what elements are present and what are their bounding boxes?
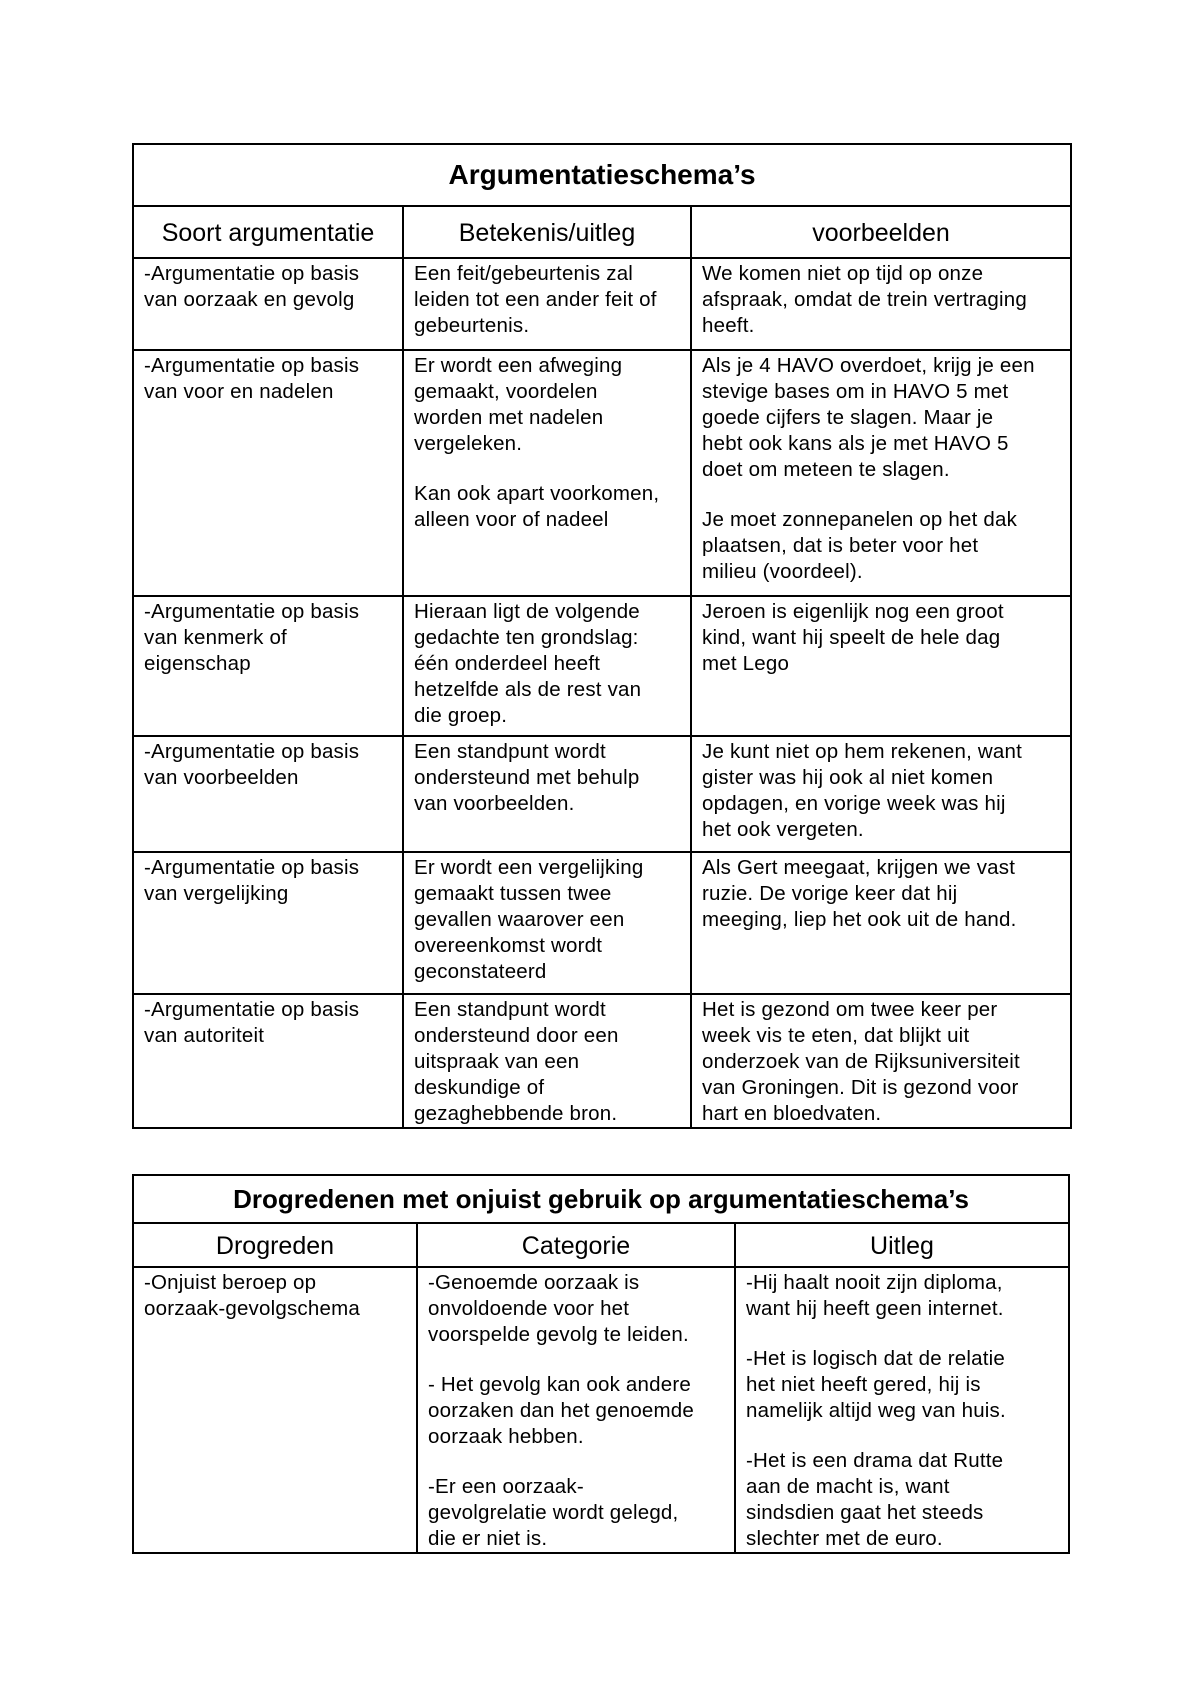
uitleg-cell (735, 1267, 1069, 1553)
uitleg-text: Een feit/gebeurtenis zal leiden tot een ander feit of gebeurtenis. (414, 262, 657, 337)
categorie-text: -Genoemde oorzaak is onvoldoende voor het voorspelde gevolg te leiden. (428, 1271, 689, 1346)
voorbeelden-cell (691, 852, 1071, 994)
soort-text: -Argumentatie op basis van kenmerk of eigenschap (144, 600, 360, 675)
table-row (133, 852, 1071, 994)
soort-text: -Argumentatie op basis van voorbeelden (144, 740, 360, 789)
soort-cell (133, 596, 403, 736)
column-header-uitleg: Uitleg (735, 1223, 1069, 1267)
categorie-text: - Het gevolg kan ook andere oorzaken dan het genoemde oorzaak hebben. (428, 1373, 695, 1448)
uitleg-text: Hieraan ligt de volgende gedachte ten grondslag: één onderdeel heeft hetzelfde als de rest van die groep. (414, 600, 642, 727)
voorbeeld-text: Het is gezond om twee keer per week vis te eten, dat blijkt uit onderzoek van de Rijksuniversiteit van Groningen. Dit is gezond voor hart en bloedvaten. (702, 998, 1020, 1125)
column-header-voorbeelden: voorbeelden (691, 206, 1071, 258)
uitleg-text: -Het is logisch dat de relatie het niet heeft gered, hij is namelijk altijd weg van huis. (746, 1347, 1006, 1422)
table-title: Argumentatieschema’s (133, 144, 1071, 206)
voorbeelden-cell (691, 350, 1071, 596)
soort-cell (133, 736, 403, 852)
voorbeelden-cell (691, 736, 1071, 852)
voorbeelden-cell (691, 258, 1071, 350)
table-row (133, 258, 1071, 350)
uitleg-text: -Het is een drama dat Rutte aan de macht is, want sindsdien gaat het steeds slechter met de euro. (746, 1449, 1004, 1550)
column-header-drogreden: Drogreden (133, 1223, 417, 1267)
uitleg-cell (403, 596, 691, 736)
uitleg-text: Er wordt een afweging gemaakt, voordelen worden met nadelen vergeleken. (414, 354, 623, 455)
voorbeeld-text: Als je 4 HAVO overdoet, krijg je een stevige bases om in HAVO 5 met goede cijfers te slagen. Maar je hebt ook kans als je met HAVO 5 doet om meteen te slagen. (702, 354, 1035, 481)
voorbeelden-cell (691, 994, 1071, 1128)
column-header-categorie: Categorie (417, 1223, 735, 1267)
voorbeelden-cell (691, 596, 1071, 736)
drogreden-text: -Onjuist beroep op oorzaak-gevolgschema (144, 1271, 360, 1320)
soort-cell (133, 258, 403, 350)
argumentatieschemas-table (132, 143, 1072, 1129)
soort-cell (133, 994, 403, 1128)
soort-text: -Argumentatie op basis van oorzaak en gevolg (144, 262, 360, 311)
drogreden-cell (133, 1267, 417, 1553)
voorbeeld-text: Als Gert meegaat, krijgen we vast ruzie. De vorige keer dat hij meeging, liep het ook uit de hand. (702, 856, 1017, 931)
soort-text: -Argumentatie op basis van autoriteit (144, 998, 360, 1047)
uitleg-cell (403, 852, 691, 994)
uitleg-text: Een standpunt wordt ondersteund door een uitspraak van een deskundige of gezaghebbende bron. (414, 998, 619, 1125)
table-row (133, 596, 1071, 736)
table-row (133, 350, 1071, 596)
uitleg-text: -Hij haalt nooit zijn diploma, want hij heeft geen internet. (746, 1271, 1004, 1320)
uitleg-cell (403, 350, 691, 596)
soort-text: -Argumentatie op basis van vergelijking (144, 856, 360, 905)
table-row (133, 1267, 1069, 1553)
table-row (133, 994, 1071, 1128)
uitleg-cell (403, 258, 691, 350)
uitleg-text: Kan ook apart voorkomen, alleen voor of nadeel (414, 482, 660, 531)
uitleg-cell (403, 994, 691, 1128)
voorbeeld-text: Jeroen is eigenlijk nog een groot kind, want hij speelt de hele dag met Lego (702, 600, 1004, 675)
voorbeeld-text: Je kunt niet op hem rekenen, want gister was hij ook al niet komen opdagen, en vorige week was hij het ook vergeten. (702, 740, 1022, 841)
categorie-cell (417, 1267, 735, 1553)
drogredenen-table (132, 1174, 1070, 1554)
column-header-soort: Soort argumentatie (133, 206, 403, 258)
uitleg-text: Een standpunt wordt ondersteund met behulp van voorbeelden. (414, 740, 640, 815)
column-header-betekenis: Betekenis/uitleg (403, 206, 691, 258)
voorbeeld-text: We komen niet op tijd op onze afspraak, omdat de trein vertraging heeft. (702, 262, 1027, 337)
soort-cell (133, 852, 403, 994)
uitleg-text: Er wordt een vergelijking gemaakt tussen twee gevallen waarover een overeenkomst wordt geconstateerd (414, 856, 644, 983)
soort-text: -Argumentatie op basis van voor en nadelen (144, 354, 360, 403)
categorie-text: -Er een oorzaak- gevolgrelatie wordt gelegd, die er niet is. (428, 1475, 679, 1550)
table-title: Drogredenen met onjuist gebruik op argumentatieschema’s (133, 1175, 1069, 1223)
voorbeeld-text: Je moet zonnepanelen op het dak plaatsen, dat is beter voor het milieu (voordeel). (702, 508, 1018, 583)
soort-cell (133, 350, 403, 596)
table-row (133, 736, 1071, 852)
uitleg-cell (403, 736, 691, 852)
